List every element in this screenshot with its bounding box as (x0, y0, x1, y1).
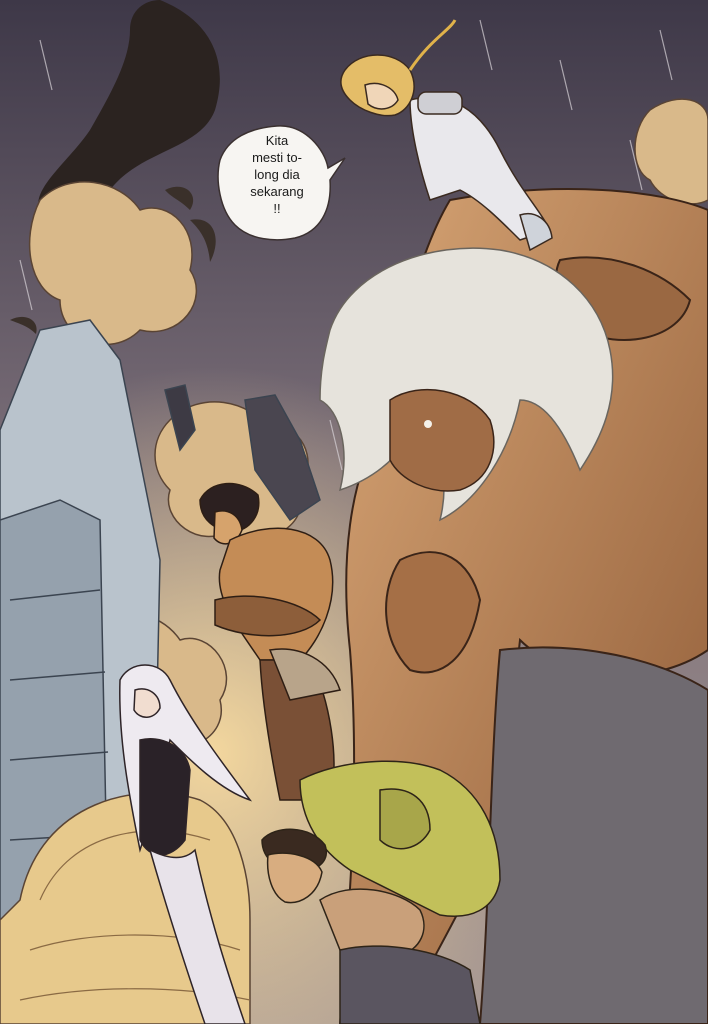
giant-eye (424, 420, 432, 428)
speech-bubble-text: Kita mesti to- long dia sekarang !! (250, 133, 304, 216)
